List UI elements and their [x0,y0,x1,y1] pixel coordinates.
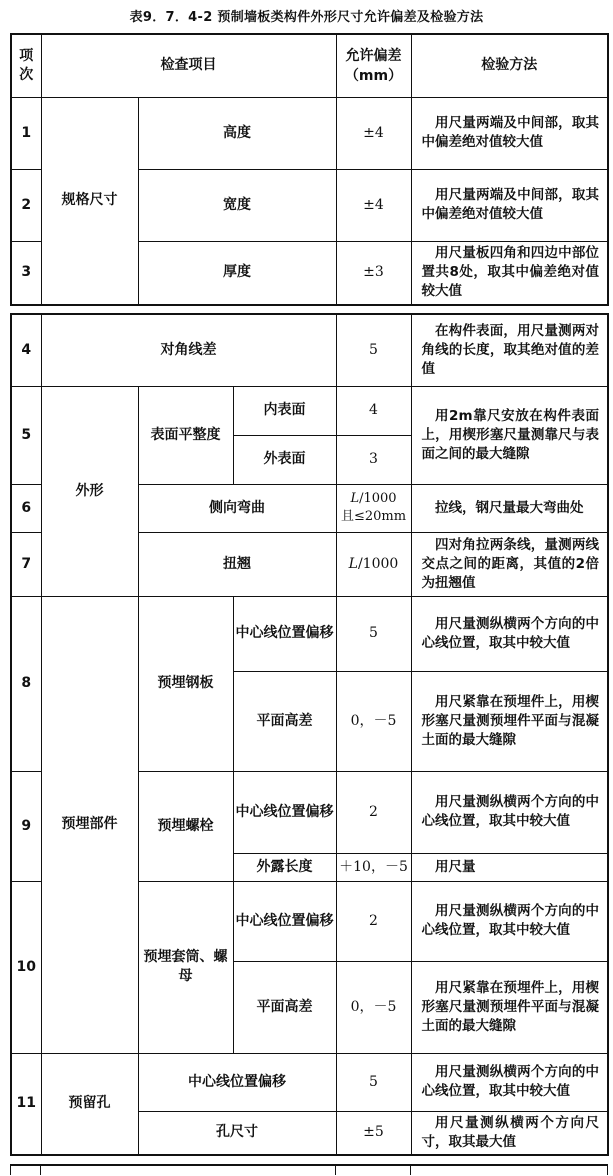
row-no: 6 [11,484,41,532]
header-tolerance: 允许偏差 （mm） [336,34,411,97]
group-label: 外形 [41,386,138,596]
sub-item-label: 平面高差 [233,961,336,1053]
header-method: 检验方法 [411,34,608,97]
tolerance-rest: /1000 [357,555,399,572]
table-row [11,314,608,386]
item-label: 预埋套筒、螺母 [138,881,233,1053]
tolerance-value [336,532,411,596]
method-text: 用尺量板四角和四边中部位置共8处，取其中偏差绝对值较大值 [411,241,608,305]
table-row [11,1165,608,1175]
tolerance-rest: /1000 且≤20mm [340,491,407,524]
tolerance-value: 5 [336,314,411,386]
method-text: 拉线，钢尺量最大弯曲处 [411,484,608,532]
sub-item-label: 外露长度 [233,853,336,881]
cut-off-cell [411,1165,608,1175]
tolerance-value: ＋10，－5 [336,853,411,881]
sub-item-label: 中心线位置偏移 [233,881,336,961]
tolerance-italic-part: L [348,555,358,572]
row-no: 11 [11,1053,41,1155]
sub-item-label: 外表面 [233,435,336,484]
method-text: 用尺紧靠在预埋件上，用楔形塞尺量测预埋件平面与混凝土面的最大缝隙 [411,671,608,771]
row-no: 2 [11,169,41,241]
cut-off-cell [11,1165,41,1175]
tolerance-table-part-2 [10,313,609,1156]
row-no: 8 [11,596,41,771]
item-label: 厚度 [138,241,336,305]
tolerance-value: 2 [336,771,411,853]
item-label: 中心线位置偏移 [138,1053,336,1111]
row-no: 4 [11,314,41,386]
table-row [11,1053,608,1111]
sub-item-label: 内表面 [233,386,336,435]
item-label: 侧向弯曲 [138,484,336,532]
method-text: 在构件表面，用尺量测两对角线的长度，取其绝对值的差值 [411,314,608,386]
row-no: 1 [11,97,41,169]
tolerance-value [336,484,411,532]
tolerance-italic-part: L [350,491,360,506]
group-label: 预埋部件 [41,596,138,1053]
table-row [11,386,608,435]
tolerance-table-continuation [10,1164,608,1175]
method-text: 用尺紧靠在预埋件上，用楔形塞尺量测预埋件平面与混凝土面的最大缝隙 [411,961,608,1053]
item-label: 预埋螺栓 [138,771,233,881]
header-row [11,34,608,97]
tolerance-value: 3 [336,435,411,484]
item-label: 对角线差 [41,314,336,386]
tolerance-table-part-1 [10,33,609,306]
tolerance-value: ±4 [336,97,411,169]
cut-off-cell [41,1165,336,1175]
method-text: 用尺量 [411,853,608,881]
tolerance-value: 0，－5 [336,671,411,771]
tolerance-value: 4 [336,386,411,435]
item-label: 扭翘 [138,532,336,596]
item-label: 宽度 [138,169,336,241]
table-row [11,596,608,671]
group-label: 预留孔 [41,1053,138,1155]
item-label: 预埋钢板 [138,596,233,771]
tolerance-value: 0，－5 [336,961,411,1053]
method-text: 四对角拉两条线，量测两线交点之间的距离，其值的2倍为扭翘值 [411,532,608,596]
row-no: 7 [11,532,41,596]
row-no: 10 [11,881,41,1053]
method-text: 用尺量两端及中间部，取其中偏差绝对值较大值 [411,97,608,169]
table-title: 表9．7．4-2 预制墙板类构件外形尺寸允许偏差及检验方法 [129,10,484,25]
cut-off-cell [336,1165,411,1175]
method-text: 用尺量测纵横两个方向的中心线位置，取其中较大值 [411,881,608,961]
tolerance-value: ±4 [336,169,411,241]
tolerance-value: 5 [336,596,411,671]
sub-item-label: 中心线位置偏移 [233,596,336,671]
tolerance-value: 5 [336,1053,411,1111]
item-label: 孔尺寸 [138,1111,336,1155]
sub-item-label: 平面高差 [233,671,336,771]
row-no: 9 [11,771,41,881]
group-label: 规格尺寸 [41,97,138,305]
table-row [11,97,608,169]
row-no: 5 [11,386,41,484]
tolerance-value: 2 [336,881,411,961]
tolerance-value: ±5 [336,1111,411,1155]
header-item: 检查项目 [41,34,336,97]
method-text: 用2m靠尺安放在构件表面上，用楔形塞尺量测靠尺与表面之间的最大缝隙 [411,386,608,484]
item-label: 表面平整度 [138,386,233,484]
sub-item-label: 中心线位置偏移 [233,771,336,853]
method-text: 用尺量测纵横两个方向的中心线位置，取其中较大值 [411,596,608,671]
row-no: 3 [11,241,41,305]
item-label: 高度 [138,97,336,169]
tolerance-value: ±3 [336,241,411,305]
method-text: 用尺量测纵横两个方向的中心线位置，取其中较大值 [411,771,608,853]
method-text: 用尺量测纵横两个方向尺寸，取其最大值 [411,1111,608,1155]
method-text: 用尺量两端及中间部，取其中偏差绝对值较大值 [411,169,608,241]
header-no: 项次 [11,34,41,97]
method-text: 用尺量测纵横两个方向的中心线位置，取其中较大值 [411,1053,608,1111]
